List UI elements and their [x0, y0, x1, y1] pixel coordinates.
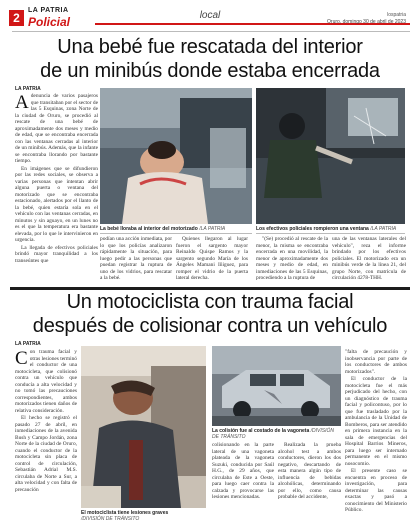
section-brand: Policial [28, 15, 71, 29]
story1-photo2-caption [256, 226, 405, 232]
story2-headline[interactable] [10, 290, 410, 338]
story1-headline-line2: de un minibús donde estaba encerrada [40, 60, 380, 82]
story2-paragraph: "falta de precaución y inobservancia por parte de los conductores de ambos motorizados". [345, 349, 407, 375]
caption-credit: /LA PATRIA [199, 226, 226, 232]
caption-text: La colisión fue al costado de la vagoneta [212, 428, 310, 434]
caption-text: El motociclista tiene lesiones graves [81, 510, 169, 516]
story2-byline: LA PATRIA [15, 341, 41, 347]
story1-column-5 [332, 236, 406, 286]
story2-headline-line2: después de colisionar contra un vehículo [32, 315, 388, 337]
caption-rule [256, 233, 405, 234]
story1-paragraph: denuncia de varios pasajeros que transitaban por el sector de las 5 Esquinas, zona Norte de la ciudad de Oruro, se procedió al rescate de una bebé de aproximadamente dos meses y medio de edad, que se encontraba encerrada con las ventanas cerradas al interior de un minibús. Además, que la infante se encontraba llorando por bastante tiempo. [15, 93, 98, 164]
page-header [0, 0, 420, 30]
story2-photo1-caption [81, 510, 206, 522]
motorcyclist-photo-image [81, 346, 206, 508]
story1-photo-police[interactable] [256, 88, 405, 224]
story1-column-3 [176, 236, 248, 286]
story1-dropcap: A [15, 93, 29, 113]
caption-text: Los efectivos policiales rompieron una ventana [256, 226, 369, 232]
story1-paragraph: una de las ventanas laterales del vehículo", reza el informe brindado por los efectivos policiales. El motorizado era un minibús verde de la línea 21, del grupo Norte, con matrícula de circulación 4278-THH. [332, 236, 406, 281]
story1-headline-line1: Una bebé fue rescatada del interior [57, 36, 363, 58]
police-photo-image [256, 88, 405, 224]
caption-text: La bebé lloraba al interior del motorizado [100, 226, 198, 232]
story2-column-3 [278, 442, 341, 524]
story1-column-4 [256, 236, 328, 286]
story1-byline: LA PATRIA [15, 86, 41, 92]
story2-column-2 [212, 442, 274, 524]
caption-credit: /DIVISIÓN DE TRÁNSITO [81, 516, 140, 522]
story2-paragraph: El presente caso se encuentra en proceso de investigación, para determinar las causas exactas y pasó a conocimiento del Ministerio Público. [345, 468, 407, 513]
story2-column-1 [15, 349, 77, 524]
contact-label: lospatria [387, 12, 406, 18]
baby-photo-image [100, 88, 252, 224]
story1-column-1 [15, 93, 98, 283]
story2-paragraph: colisionando en la parte lateral de una vagoneta plateada de la vagoneta Suzuki, conducida por Saúl H.G., de 29 años, que circulaba de Este a Oeste, para luego caer contra la calzada y provocarse las lesiones mencionadas. [212, 442, 274, 500]
caption-credit: /LA PATRIA [370, 226, 397, 232]
story1-paragraph: podían una acción inmediata, por lo que los policías analizaron rápidamente la situación, para luego pedir a las personas que puedan registrar la ruptura de uno de los vidrios, para rescatar a la bebé. [100, 236, 172, 281]
dateline: Oruro, domingo 30 de abril de 2023 [327, 19, 406, 25]
caption-credit: /DIVISIÓN DE TRÁNSITO [212, 428, 334, 440]
header-divider [12, 31, 410, 32]
story2-photo-motorcyclist[interactable] [81, 346, 206, 508]
newspaper-name: LA PATRIA [28, 7, 69, 14]
story1-paragraph: "(Se) procedió al rescate de la menor, la misma se encontraba encerrada en una movilidad, la menor de aproximadamente dos meses y medio de edad, en inmediaciones de las 5 Esquinas, procediendo a la ruptura de [256, 236, 328, 281]
section-label: local [199, 10, 221, 21]
caption-rule [100, 233, 252, 234]
story1-paragraph: La llegada de efectivos policiales brindó mayor tranquilidad a los transeúntes que [15, 244, 98, 264]
story2-headline-line1: Un motociclista con trauma facial [66, 291, 354, 313]
story1-paragraph: Quienes llegaron al lugar fueron el sargento mayor Reinaldo Quispe Ramos y la sargento segundo María de los Ángeles Mamani Iñiguez, para romper el vidrio de la puerta lateral derecha. [176, 236, 248, 281]
story2-dropcap: C [15, 349, 28, 369]
story1-photo1-caption [100, 226, 252, 232]
story2-paragraph: on trauma facial y otras lesiones terminó el conductor de una motocicleta, que colisionó contra un vehículo que conducía a alta velocidad y no tomó las precauciones correspondientes, ambos motorizados tienen daños de relativa consideración. [15, 349, 77, 414]
page-number: 2 [13, 11, 20, 25]
story2-photo-collision[interactable] [212, 346, 341, 426]
story1-paragraph: En imágenes que se difundieron por las redes sociales, se observa a varias personas que intentan abrir alguna puerta o ventana del motorizado que se encontraba estacionado, alertados por el llanto de la bebé, quien estaría sola en el vehículo con las ventanas cerradas, en minutos y sin aguayo, en un lunes no es el que la temperatura era bastante elevada, por lo que le intervinieron en urgencia. [15, 165, 98, 243]
collision-photo-image [212, 346, 341, 426]
story1-photo-baby[interactable] [100, 88, 252, 224]
story2-photo2-caption [212, 428, 341, 440]
story2-paragraph: El conductor de la motocicleta fue el más perjudicado del hecho, con un diagnóstico de trauma facial y policontuso, por lo que fue trasladado por la ambulancia de la Unidad de Bomberos, para ser atendido en primera instancia en la sala de emergencias del Hospital Barrios Mineros, para luego ser internado permanente en el mismo nosocomio. [345, 376, 407, 467]
story2-column-4 [345, 349, 407, 524]
story2-paragraph: Realizada la prueba alcohol test a ambos conductores, dieron los dos negativo, descartando de esta manera algún tipo de influencia de bebidas alcohólicas, determinando por ello, como causa probable del accidente, [278, 442, 341, 500]
story2-paragraph: El hecho se registró el pasado 27 de abril, en inmediaciones de la avenida Bush y Campo Jordán, zona Norte de la ciudad de Oruro, cuando el conductor de la motocicleta sin placa de control de circulación, Sebastián Adrial M.S. circulaba de Norte a Sur, a alta velocidad y con falta de precaución [15, 415, 77, 493]
story1-column-2 [100, 236, 172, 286]
story1-headline[interactable] [10, 35, 410, 83]
